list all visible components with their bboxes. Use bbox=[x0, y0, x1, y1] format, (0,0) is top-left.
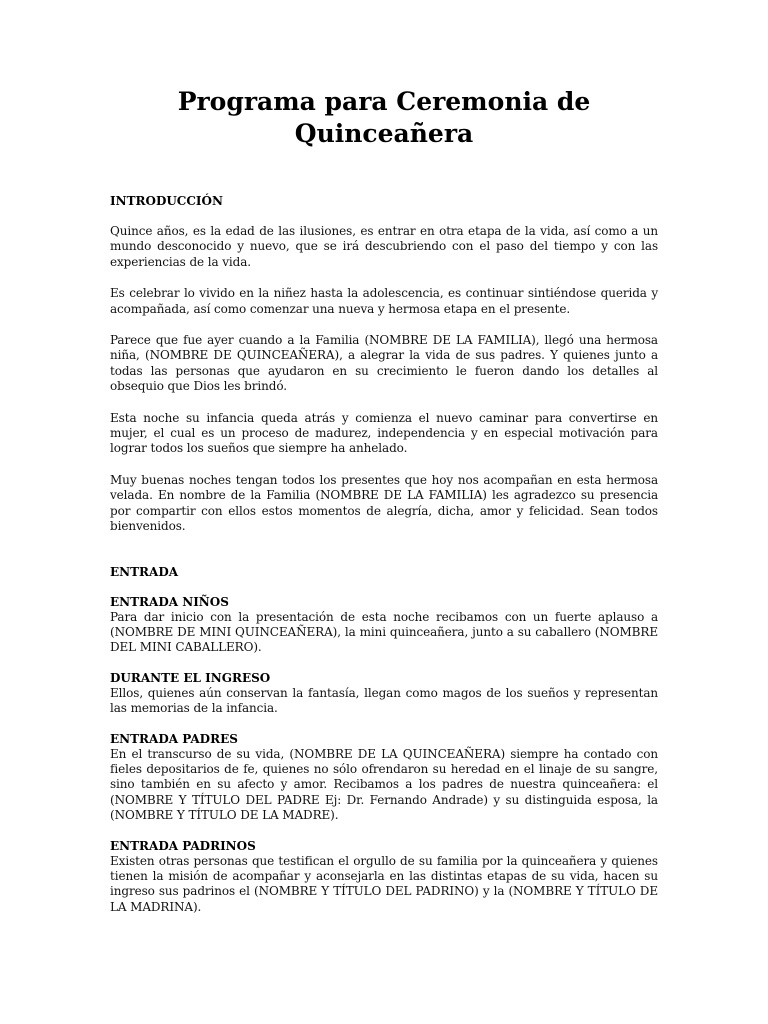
section-durante-el-ingreso bbox=[110, 671, 658, 717]
section-entrada-ninos bbox=[110, 595, 658, 656]
paragraph: Parece que fue ayer cuando a la Familia (NOMBRE DE LA FAMILIA), llegó una hermosa niña, (NOMBRE DE QUINCEAÑERA), a alegrar la vida de sus padres. Y quienes junto a todas las personas que ayudaron en su crecimiento le fueron dando los detalles al obsequio que Dios les brindó. bbox=[110, 333, 658, 394]
paragraph: En el transcurso de su vida, (NOMBRE DE LA QUINCEAÑERA) siempre ha contado con fieles depositarios de fe, quienes no sólo ofrendaron su heredad en el linaje de su sangre, sino también en su afecto y amor. Recibamos a los padres de nuestra quinceañera: el (NOMBRE Y TÍTULO DEL PADRE Ej: Dr. Fernando Andrade) y su distinguida esposa, la (NOMBRE Y TÍTULO DE LA MADRE). bbox=[110, 746, 658, 823]
paragraph: Quince años, es la edad de las ilusiones, es entrar en otra etapa de la vida, así como a un mundo desconocido y nuevo, que se irá descubriendo con el paso del tiempo y con las experiencias de la vida. bbox=[110, 224, 658, 269]
document-title: Programa para Ceremonia de Quinceañera bbox=[177, 87, 591, 148]
section-heading: ENTRADA PADRES bbox=[110, 731, 238, 746]
section-introduccion bbox=[110, 194, 658, 535]
section-heading: ENTRADA PADRINOS bbox=[110, 838, 256, 853]
section-heading: ENTRADA NIÑOS bbox=[110, 594, 229, 609]
section-heading: DURANTE EL INGRESO bbox=[110, 670, 271, 685]
section-entrada-padres bbox=[110, 732, 658, 824]
paragraph: Existen otras personas que testifican el orgullo de su familia por la quinceañera y quienes tienen la misión de acompañar y aconsejarla en las distintas etapas de su vida, hacen su ingreso sus padrinos el (NOMBRE Y TÍTULO DEL PADRINO) y la (NOMBRE Y TÍTULO DE LA MADRINA). bbox=[110, 853, 658, 914]
paragraph: Ellos, quienes aún conservan la fantasía, llegan como magos de los sueños y representan las memorias de la infancia. bbox=[110, 685, 658, 716]
paragraph: Esta noche su infancia queda atrás y comienza el nuevo caminar para convertirse en mujer, el cual es un proceso de madurez, independencia y en especial motivación para lograr todos los sueños que siempre ha anhelado. bbox=[110, 410, 658, 456]
paragraph: Para dar inicio con la presentación de esta noche recibamos con un fuerte aplauso a (NOMBRE DE MINI QUINCEAÑERA), la mini quinceañera, junto a su caballero (NOMBRE DEL MINI CABALLERO). bbox=[110, 609, 658, 655]
section-entrada bbox=[110, 565, 658, 580]
document-page bbox=[110, 86, 658, 915]
section-entrada-padrinos bbox=[110, 839, 658, 916]
paragraph: Muy buenas noches tengan todos los presentes que hoy nos acompañan en esta hermosa velada. En nombre de la Familia (NOMBRE DE LA FAMILIA) les agradezco su presencia por compartir con ellos estos momentos de alegría, dicha, amor y felicidad. Sean todos bienvenidos. bbox=[110, 472, 658, 534]
section-heading: INTRODUCCIÓN bbox=[110, 194, 223, 208]
section-heading: ENTRADA bbox=[110, 564, 179, 579]
paragraph: Es celebrar lo vivido en la niñez hasta la adolescencia, es continuar sintiéndose querida y acompañada, así como comenzar una nueva y hermosa etapa en el presente. bbox=[110, 286, 658, 316]
